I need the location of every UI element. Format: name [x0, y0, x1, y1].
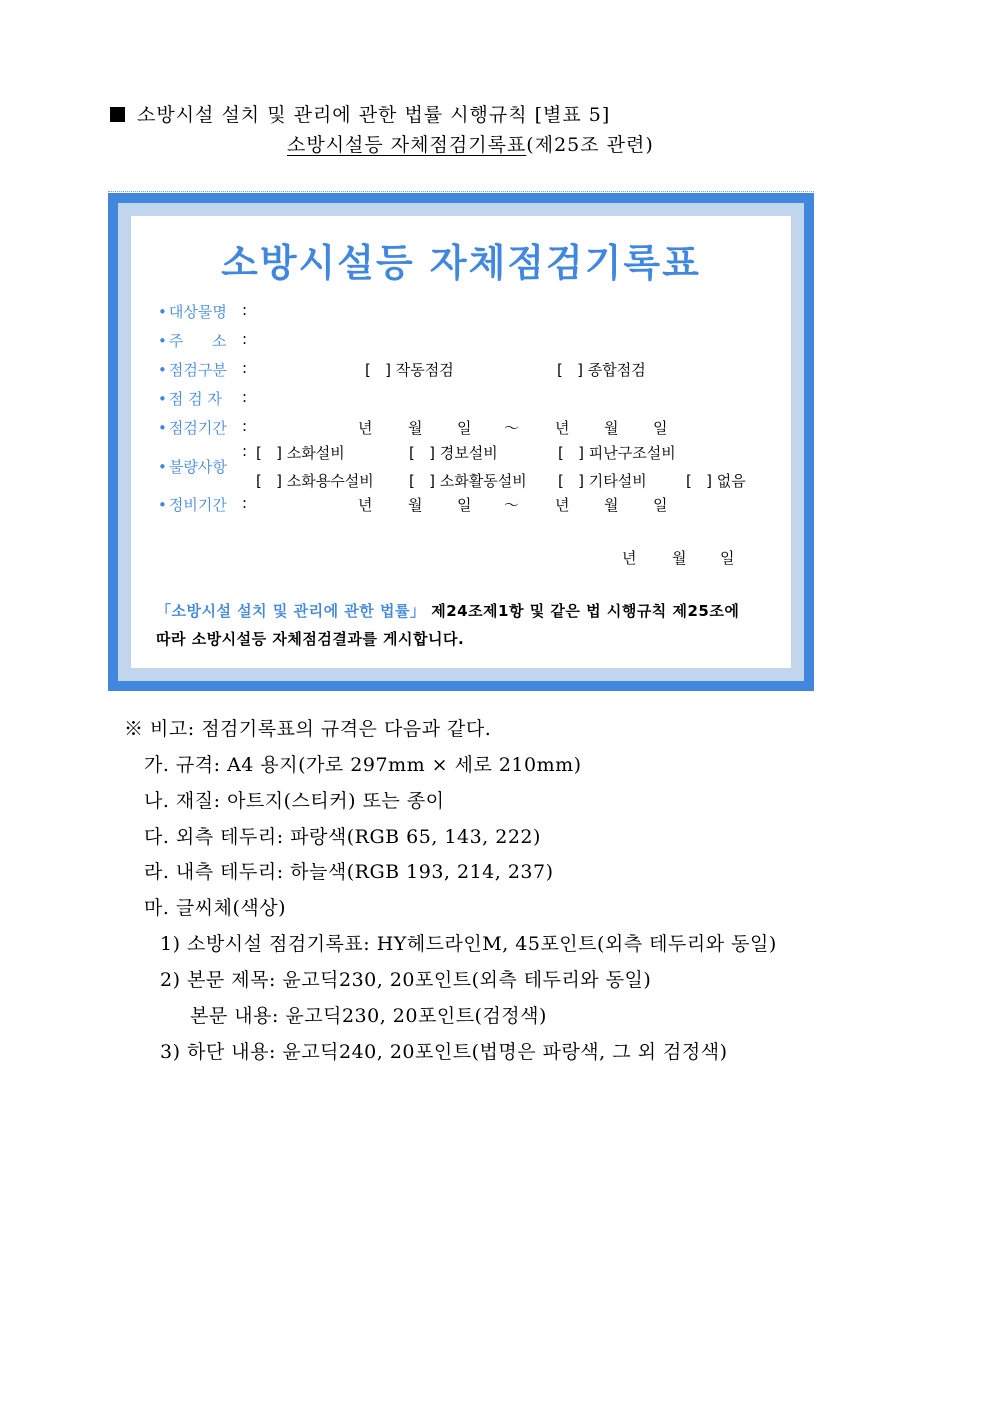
colon-defects: :: [242, 442, 248, 460]
colon-period: :: [242, 417, 248, 435]
checkbox-type-1[interactable]: [ ] 작동점검: [365, 361, 454, 379]
bottom-line-2: 따라 소방시설등 자체점검결과를 게시합니다.: [156, 630, 465, 648]
post-date-year: 년: [622, 549, 637, 567]
bottom-line-1: 「소방시설 설치 및 관리에 관한 법률」 제24조제1항 및 같은 법 시행규칙 제25조에: [156, 602, 740, 620]
label-period: • 점검기간: [158, 419, 227, 437]
repair-start-year: 년: [358, 496, 373, 514]
checkbox-type-2[interactable]: [ ] 종합점검: [557, 361, 646, 379]
header-title: 소방시설 설치 및 관리에 관한 법률 시행규칙 [별표 5]: [137, 104, 611, 126]
repair-end-day: 일: [653, 496, 668, 514]
checkbox-defect-firefighting[interactable]: [ ] 소화활동설비: [409, 472, 527, 490]
repair-start-day: 일: [457, 496, 472, 514]
period-end-year: 년: [555, 419, 570, 437]
label-type: • 점검구분: [158, 361, 227, 379]
checkbox-defect-alarm[interactable]: [ ] 경보설비: [409, 444, 498, 462]
subtitle-underlined: 소방시설등 자체점검기록표: [287, 134, 527, 156]
label-repair: • 정비기간: [158, 496, 227, 514]
label-target: • 대상물명: [158, 303, 227, 321]
form-title: 소방시설등 자체점검기록표: [221, 241, 701, 285]
post-date-month: 월: [672, 549, 687, 567]
note-sub-1: 1) 소방시설 점검기록표: HY헤드라인M, 45포인트(외측 테두리와 동일): [160, 933, 777, 955]
period-end-day: 일: [653, 419, 668, 437]
repair-tilde: ～: [504, 496, 520, 514]
repair-end-month: 월: [604, 496, 619, 514]
label-inspector: • 점 검 자: [158, 390, 222, 408]
period-start-day: 일: [457, 419, 472, 437]
note-intro: ※ 비고: 점검기록표의 규격은 다음과 같다.: [124, 718, 492, 740]
note-sub-2b: 본문 내용: 윤고딕230, 20포인트(검정색): [190, 1005, 547, 1027]
label-defects: • 불량사항: [158, 458, 227, 476]
repair-start-month: 월: [408, 496, 423, 514]
checkbox-defect-other[interactable]: [ ] 기타설비: [558, 472, 647, 490]
colon-address: :: [242, 330, 248, 348]
document-subtitle: [287, 130, 654, 157]
period-tilde: ～: [504, 419, 520, 437]
note-item-inner-border: 라. 내측 테두리: 하늘색(RGB 193, 214, 237): [144, 861, 554, 883]
subtitle-rest: (제25조 관련): [526, 134, 654, 156]
period-start-month: 월: [408, 419, 423, 437]
note-item-material: 나. 재질: 아트지(스티커) 또는 종이: [144, 790, 445, 812]
colon-target: :: [242, 301, 248, 319]
period-end-month: 월: [604, 419, 619, 437]
top-dotted-line: [108, 191, 814, 192]
square-bullet-icon: [110, 107, 125, 122]
colon-type: :: [242, 359, 248, 377]
colon-repair: :: [242, 494, 248, 512]
post-date-day: 일: [720, 549, 735, 567]
checkbox-defect-water[interactable]: [ ] 소화용수설비: [256, 472, 374, 490]
document-header: [110, 100, 610, 127]
checkbox-defect-evacuation[interactable]: [ ] 피난구조설비: [558, 444, 676, 462]
label-address: • 주 소: [158, 332, 227, 350]
colon-inspector: :: [242, 388, 248, 406]
repair-end-year: 년: [555, 496, 570, 514]
note-sub-3: 3) 하단 내용: 윤고딕240, 20포인트(법명은 파랑색, 그 외 검정색): [160, 1041, 728, 1063]
note-item-size: 가. 규격: A4 용지(가로 297mm × 세로 210mm): [144, 754, 582, 776]
note-item-outer-border: 다. 외측 테두리: 파랑색(RGB 65, 143, 222): [144, 826, 541, 848]
checkbox-defect-none[interactable]: [ ] 없음: [686, 472, 746, 490]
period-start-year: 년: [358, 419, 373, 437]
law-name: 「소방시설 설치 및 관리에 관한 법률」: [156, 602, 426, 620]
note-item-font: 마. 글씨체(색상): [144, 897, 287, 919]
checkbox-defect-extinguishing[interactable]: [ ] 소화설비: [256, 444, 345, 462]
note-sub-2: 2) 본문 제목: 윤고딕230, 20포인트(외측 테두리와 동일): [160, 969, 652, 991]
